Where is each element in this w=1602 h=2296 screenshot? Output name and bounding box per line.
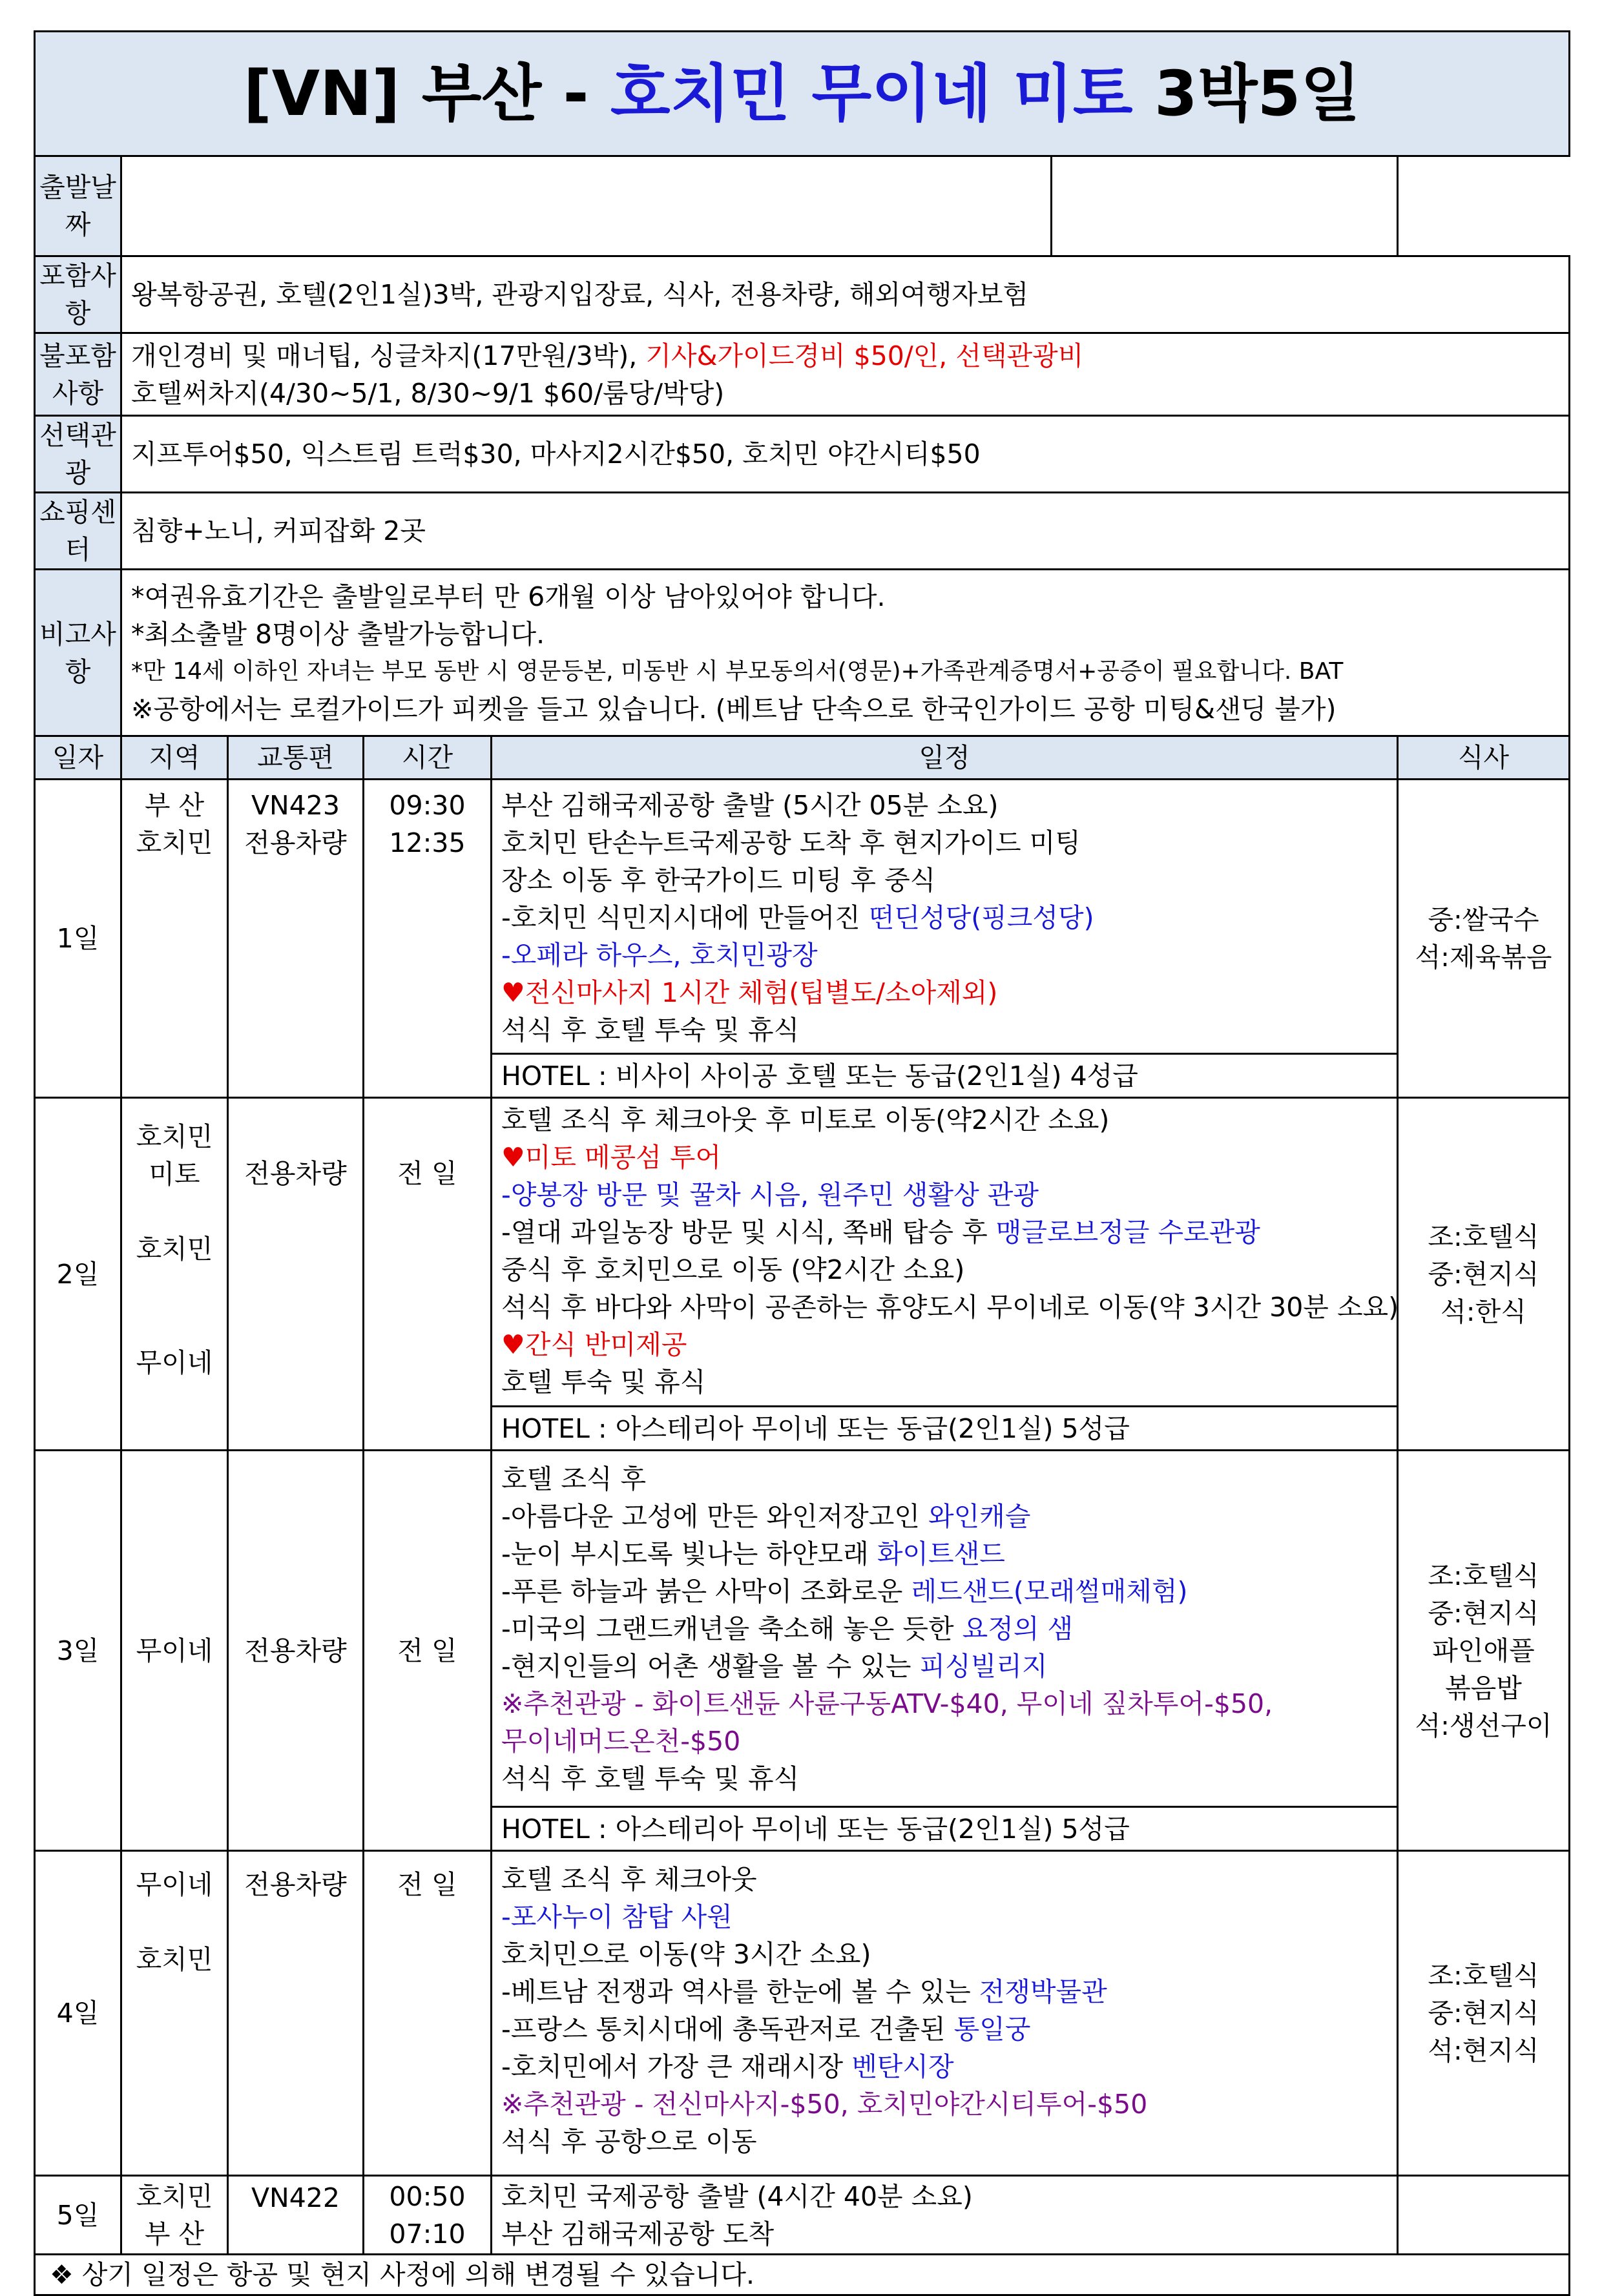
day3-line-8: 무이네머드온천-$50 [501, 1726, 741, 1757]
day2-hotel: HOTEL : 아스테리아 무이네 또는 동급(2인1실) 5성급 [492, 1407, 1398, 1451]
day4-region-1: 무이네 [136, 1869, 213, 1900]
day4-meal-3: 석:현지식 [1428, 2035, 1539, 2066]
day1-meal-1: 중:쌀국수 [1428, 904, 1539, 935]
day1-line-6: ♥전신마사지 1시간 체험(팁별도/소아제외) [501, 977, 998, 1008]
day4-line-4a: -베트남 전쟁과 역사를 한눈에 볼 수 있는 [501, 1976, 979, 2007]
departure-label: 출발날짜 [35, 156, 121, 256]
excludes-row [35, 333, 1570, 416]
day4-line-6a: -호치민에서 가장 큰 재래시장 [501, 2051, 852, 2082]
day5-region-1: 호치민 [136, 2180, 213, 2212]
day3-row [35, 1451, 1570, 1807]
day2-day: 2일 [35, 1098, 121, 1451]
remark-item: *만 14세 이하인 자녀는 부모 동반 시 영문등본, 미동반 시 부모동의서(영문)+가족관계증명서+공증이 필요합니다. BAT [131, 657, 1344, 685]
excludes-line1-a: 개인경비 및 매너팁, 싱글차지(17만원/3박), [131, 340, 646, 371]
day1-line-5: -오페라 하우스, 호치민광장 [501, 940, 818, 971]
day1-line-1: 부산 김해국제공항 출발 (5시간 05분 소요) [501, 790, 999, 821]
remarks-label: 비고사항 [35, 570, 121, 736]
day4-line-5b: 통일궁 [953, 2014, 1031, 2045]
day3-transport: 전용차량 [228, 1451, 364, 1851]
header-day: 일자 [35, 736, 121, 780]
day5-day: 5일 [35, 2176, 121, 2255]
day1-time-1: 09:30 [389, 790, 466, 821]
header-region: 지역 [121, 736, 228, 780]
day2-meal-1: 조:호텔식 [1428, 1221, 1539, 1252]
day3-meal-3: 파인애플 [1432, 1635, 1535, 1666]
day4-transport: 전용차량 [228, 1851, 364, 2176]
day3-line-7: ※추천관광 - 화이트샌듄 사륜구동ATV-$40, 무이네 짚차투어-$50, [501, 1688, 1273, 1719]
day1-region-1: 부 산 [144, 790, 205, 821]
day4-schedule [492, 1851, 1398, 2176]
includes-row [35, 256, 1570, 333]
day3-line-2a: -아름다운 고성에 만든 와인저장고인 [501, 1501, 929, 1532]
day2-region [121, 1098, 228, 1451]
day3-line-2b: 와인캐슬 [928, 1501, 1031, 1532]
day1-meal-2: 석:제육볶음 [1415, 942, 1552, 973]
day1-schedule [492, 780, 1398, 1054]
day1-time [364, 780, 492, 1098]
excludes-label: 불포함사항 [35, 333, 121, 416]
excludes-line2: 호텔써차지(4/30~5/1, 8/30~9/1 $60/룸당/박당) [131, 377, 725, 409]
includes-label: 포함사항 [35, 256, 121, 333]
header-meal: 식사 [1398, 736, 1570, 780]
departure-row [35, 156, 1570, 256]
header-time: 시간 [364, 736, 492, 780]
day5-time-1: 00:50 [389, 2180, 466, 2212]
day1-line-4a: -호치민 식민지시대에 만들어진 [501, 902, 869, 933]
remark-item: ※공항에서는 로컬가이드가 피켓을 들고 있습니다. (베트남 단속으로 한국인가이드 공항 미팅&샌딩 불가) [131, 693, 1337, 725]
day4-row [35, 1851, 1570, 2176]
day2-transport: 전용차량 [228, 1098, 364, 1451]
day4-meal-1: 조:호텔식 [1428, 1960, 1539, 1991]
title-prefix: [VN] 부산 - [243, 57, 610, 130]
departure-date-cell [122, 157, 1052, 255]
day4-line-7: ※추천관광 - 전신마사지-$50, 호치민야간시티투어-$50 [501, 2089, 1148, 2120]
day5-line-2: 부산 김해국제공항 도착 [501, 2218, 775, 2249]
includes-value: 왕복항공권, 호텔(2인1실)3박, 관광지입장료, 식사, 전용차량, 해외여행자보험 [121, 256, 1570, 333]
day2-region-2: 미토 [149, 1159, 200, 1190]
day5-time-2: 07:10 [389, 2218, 466, 2249]
day4-meal-2: 중:현지식 [1428, 1998, 1539, 2029]
itinerary-table [34, 30, 1570, 2296]
day2-time: 전 일 [364, 1098, 492, 1451]
page-title [35, 32, 1570, 156]
day2-meal-3: 석:한식 [1441, 1296, 1526, 1327]
day3-line-4b: 레드샌드(모래썰매체험) [911, 1576, 1188, 1607]
remark-item: *여권유효기간은 출발일로부터 만 6개월 이상 남아있어야 합니다. [131, 581, 886, 612]
shopping-value: 침향+노니, 커피잡화 2곳 [121, 493, 1570, 570]
day5-line-1: 호치민 국제공항 출발 (4시간 40분 소요) [501, 2180, 973, 2212]
day4-region [121, 1851, 228, 2176]
remarks-row [35, 570, 1570, 736]
day3-line-5a: -미국의 그랜드캐년을 축소해 놓은 듯한 [501, 1613, 962, 1644]
excludes-value [121, 333, 1570, 416]
day1-line-7: 석식 후 호텔 투숙 및 휴식 [501, 1015, 800, 1046]
day2-schedule [492, 1098, 1398, 1407]
day1-row [35, 780, 1570, 1054]
day4-line-3: 호치민으로 이동(약 3시간 소요) [501, 1939, 871, 1970]
day4-line-6b: 벤탄시장 [851, 2051, 954, 2082]
day4-line-1: 호텔 조식 후 체크아웃 [501, 1864, 757, 1895]
day4-meal [1398, 1851, 1570, 2176]
day1-day: 1일 [35, 780, 121, 1098]
title-suffix: 3박5일 [1132, 57, 1361, 130]
day3-line-3b: 화이트샌드 [877, 1538, 1005, 1569]
title-highlight: 호치민 무이네 미토 [610, 57, 1133, 130]
footer-row [35, 2255, 1570, 2295]
day2-meal-2: 중:현지식 [1428, 1258, 1539, 1290]
day2-region-1: 호치민 [136, 1121, 213, 1152]
day2-meal [1398, 1098, 1570, 1451]
remark-item: *최소출발 8명이상 출발가능합니다. [131, 618, 545, 650]
day3-meal-4: 볶음밥 [1445, 1672, 1522, 1704]
day3-meal-1: 조:호텔식 [1428, 1560, 1539, 1591]
day2-line-8: 호텔 투숙 및 휴식 [501, 1367, 706, 1398]
day1-region-2: 호치민 [136, 827, 213, 858]
day1-time-2: 12:35 [389, 827, 466, 858]
day3-line-3a: -눈이 부시도록 빛나는 하얀모래 [501, 1538, 877, 1569]
day2-line-1: 호텔 조식 후 체크아웃 후 미토로 이동(약2시간 소요) [501, 1104, 1110, 1135]
day1-line-2: 호치민 탄손누트국제공항 도착 후 현지가이드 미팅 [501, 827, 1081, 858]
day1-hotel: HOTEL : 비사이 사이공 호텔 또는 동급(2인1실) 4성급 [492, 1054, 1398, 1098]
day1-meal [1398, 780, 1570, 1098]
day3-schedule [492, 1451, 1398, 1807]
day2-line-7: ♥간식 반미제공 [501, 1329, 687, 1360]
day3-line-9: 석식 후 호텔 투숙 및 휴식 [501, 1763, 800, 1794]
day2-line-2: ♥미토 메콩섬 투어 [501, 1142, 722, 1173]
day3-line-6a: -현지인들의 어촌 생활을 볼 수 있는 [501, 1651, 920, 1682]
day5-meal [1398, 2176, 1570, 2255]
day5-schedule [492, 2176, 1398, 2255]
day5-region-2: 부 산 [144, 2218, 205, 2249]
day3-day: 3일 [35, 1451, 121, 1851]
day2-line-4a: -열대 과일농장 방문 및 시식, 쪽배 탑승 후 [501, 1217, 996, 1248]
day3-meal-2: 중:현지식 [1428, 1597, 1539, 1629]
day3-meal-5: 석:생선구이 [1415, 1710, 1552, 1741]
day4-line-2: -포사누이 참탑 사원 [501, 1901, 733, 1932]
options-value: 지프투어$50, 익스트림 트럭$30, 마사지2시간$50, 호치민 야간시티$50 [121, 416, 1570, 493]
footer-note: ❖ 상기 일정은 항공 및 현지 사정에 의해 변경될 수 있습니다. [35, 2255, 1570, 2295]
day1-transport-2: 전용차량 [244, 827, 347, 858]
day4-day: 4일 [35, 1851, 121, 2176]
day2-line-5: 중식 후 호치민으로 이동 (약2시간 소요) [501, 1254, 965, 1285]
day3-hotel: HOTEL : 아스테리아 무이네 또는 동급(2인1실) 5성급 [492, 1807, 1398, 1851]
day2-line-4b: 맹글로브정글 수로관광 [995, 1217, 1260, 1248]
day4-line-4b: 전쟁박물관 [979, 1976, 1107, 2007]
title-row [35, 32, 1570, 156]
header-schedule: 일정 [492, 736, 1398, 780]
day4-region-2: 호치민 [136, 1944, 213, 1975]
day1-transport-1: VN423 [251, 790, 340, 821]
day2-line-6: 석식 후 바다와 사막이 공존하는 휴양도시 무이네로 이동(약 3시간 30분 소요) [501, 1292, 1399, 1323]
remarks-value [121, 570, 1570, 736]
day2-region-3: 호치민 [136, 1234, 213, 1265]
day4-line-8: 석식 후 공항으로 이동 [501, 2126, 757, 2157]
day1-line-4b: 떤딘성당(핑크성당) [868, 902, 1094, 933]
day4-time: 전 일 [364, 1851, 492, 2176]
day3-line-6b: 피싱빌리지 [919, 1651, 1048, 1682]
shopping-label: 쇼핑센터 [35, 493, 121, 570]
day5-row [35, 2176, 1570, 2255]
itinerary-document [34, 30, 1568, 2296]
day2-line-3: -양봉장 방문 및 꿀차 시음, 원주민 생활상 관광 [501, 1179, 1039, 1210]
day3-line-5b: 요정의 샘 [962, 1613, 1074, 1644]
header-transport: 교통편 [228, 736, 364, 780]
day5-transport: VN422 [228, 2176, 364, 2255]
day3-meal [1398, 1451, 1570, 1851]
shopping-row [35, 493, 1570, 570]
day5-region [121, 2176, 228, 2255]
departure-date-cell-2 [1052, 157, 1397, 255]
day3-region: 무이네 [121, 1451, 228, 1851]
day3-line-4a: -푸른 하늘과 붉은 사막이 조화로운 [501, 1576, 911, 1607]
day1-line-3: 장소 이동 후 한국가이드 미팅 후 중식 [501, 865, 936, 896]
day2-region-4: 무이네 [136, 1347, 213, 1378]
day2-row [35, 1098, 1570, 1407]
day5-time [364, 2176, 492, 2255]
day1-region [121, 780, 228, 1098]
options-row [35, 416, 1570, 493]
day1-transport [228, 780, 364, 1098]
departure-value [121, 156, 1398, 256]
day4-line-5a: -프랑스 통치시대에 총독관저로 건출된 [501, 2014, 954, 2045]
excludes-line1-b: 기사&가이드경비 $50/인, 선택관광비 [645, 340, 1084, 371]
day3-line-1: 호텔 조식 후 [501, 1463, 647, 1494]
day3-time: 전 일 [364, 1451, 492, 1851]
options-label: 선택관광 [35, 416, 121, 493]
schedule-header-row [35, 736, 1570, 780]
